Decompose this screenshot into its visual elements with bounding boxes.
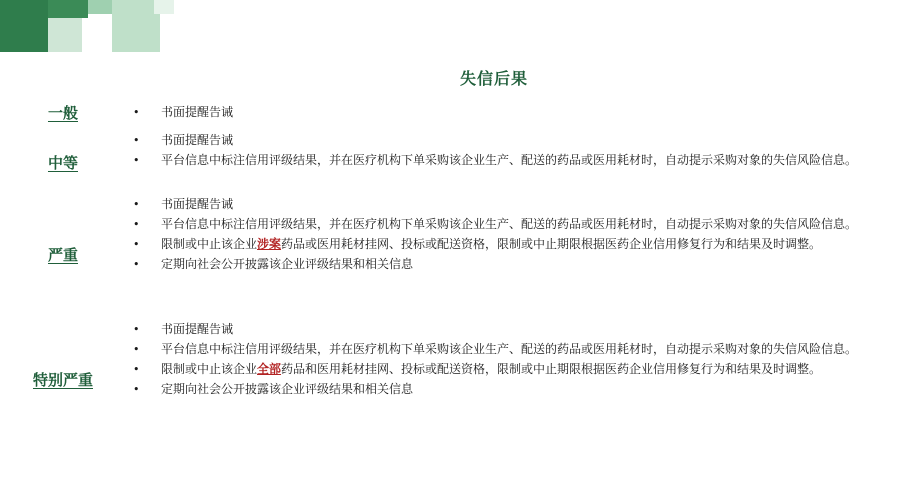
item-text: 书面提醒告诫 xyxy=(161,133,234,147)
page-title: 失信后果 xyxy=(460,69,529,88)
bullet-icon: • xyxy=(133,343,140,356)
item-text: 平台信息中标注信用评级结果，并在医疗机构下单采购该企业生产、配送的药品或医用耗材时，自动提示采购对象的失信风险信息。 xyxy=(161,153,858,167)
item-text-suffix: 药品或医用耗材挂网、投标或配送资格，限制或中止期限根据医药企业信用修复行为和结果及时调整。 xyxy=(281,237,822,251)
consequence-list-serious xyxy=(133,196,873,276)
item-text-prefix: 限制或中止该企业 xyxy=(161,237,258,251)
list-item xyxy=(133,256,873,273)
bullet-icon: • xyxy=(133,383,140,396)
list-item xyxy=(133,104,873,121)
item-text-suffix: 药品和医用耗材挂网、投标或配送资格，限制或中止期限根据医药企业信用修复行为和结果及时调整。 xyxy=(281,362,822,376)
decorative-square-pale xyxy=(48,18,82,52)
consequence-list-general xyxy=(133,104,873,124)
decorative-square-light-large xyxy=(112,0,160,52)
decorative-square-dark xyxy=(0,0,48,52)
item-text: 定期向社会公开披露该企业评级结果和相关信息 xyxy=(161,257,414,271)
bullet-icon: • xyxy=(133,323,140,336)
highlight-keyword: 全部 xyxy=(257,362,282,376)
level-label-moderate: 中等 xyxy=(47,154,78,172)
item-text: 平台信息中标注信用评级结果，并在医疗机构下单采购该企业生产、配送的药品或医用耗材时，自动提示采购对象的失信风险信息。 xyxy=(161,217,858,231)
bullet-icon: • xyxy=(133,134,140,147)
highlight-keyword: 涉案 xyxy=(257,237,282,251)
bullet-icon: • xyxy=(133,258,140,271)
item-text: 书面提醒告诫 xyxy=(161,322,234,336)
bullet-icon: • xyxy=(133,198,140,211)
item-text: 平台信息中标注信用评级结果，并在医疗机构下单采购该企业生产、配送的药品或医用耗材时，自动提示采购对象的失信风险信息。 xyxy=(161,342,858,356)
decorative-square-light xyxy=(88,0,112,14)
consequence-list-moderate xyxy=(133,132,873,172)
level-label-serious: 严重 xyxy=(47,246,78,264)
list-item xyxy=(133,236,873,253)
list-item xyxy=(133,216,873,233)
bullet-icon: • xyxy=(133,106,140,119)
list-item xyxy=(133,132,873,149)
item-text: 书面提醒告诫 xyxy=(161,105,234,119)
item-text: 书面提醒告诫 xyxy=(161,197,234,211)
consequence-list-very-serious xyxy=(133,321,873,401)
list-item xyxy=(133,152,873,169)
bullet-icon: • xyxy=(133,238,140,251)
bullet-icon: • xyxy=(133,154,140,167)
bullet-icon: • xyxy=(133,218,140,231)
bullet-icon: • xyxy=(133,363,140,376)
item-text: 定期向社会公开披露该企业评级结果和相关信息 xyxy=(161,382,414,396)
decorative-square-faint xyxy=(154,0,174,14)
level-label-very-serious: 特别严重 xyxy=(32,371,93,389)
list-item xyxy=(133,361,873,378)
decorative-square-mid xyxy=(48,0,88,18)
list-item xyxy=(133,341,873,358)
list-item xyxy=(133,321,873,338)
list-item xyxy=(133,381,873,398)
level-label-general: 一般 xyxy=(47,104,78,122)
item-text-prefix: 限制或中止该企业 xyxy=(161,362,258,376)
list-item xyxy=(133,196,873,213)
